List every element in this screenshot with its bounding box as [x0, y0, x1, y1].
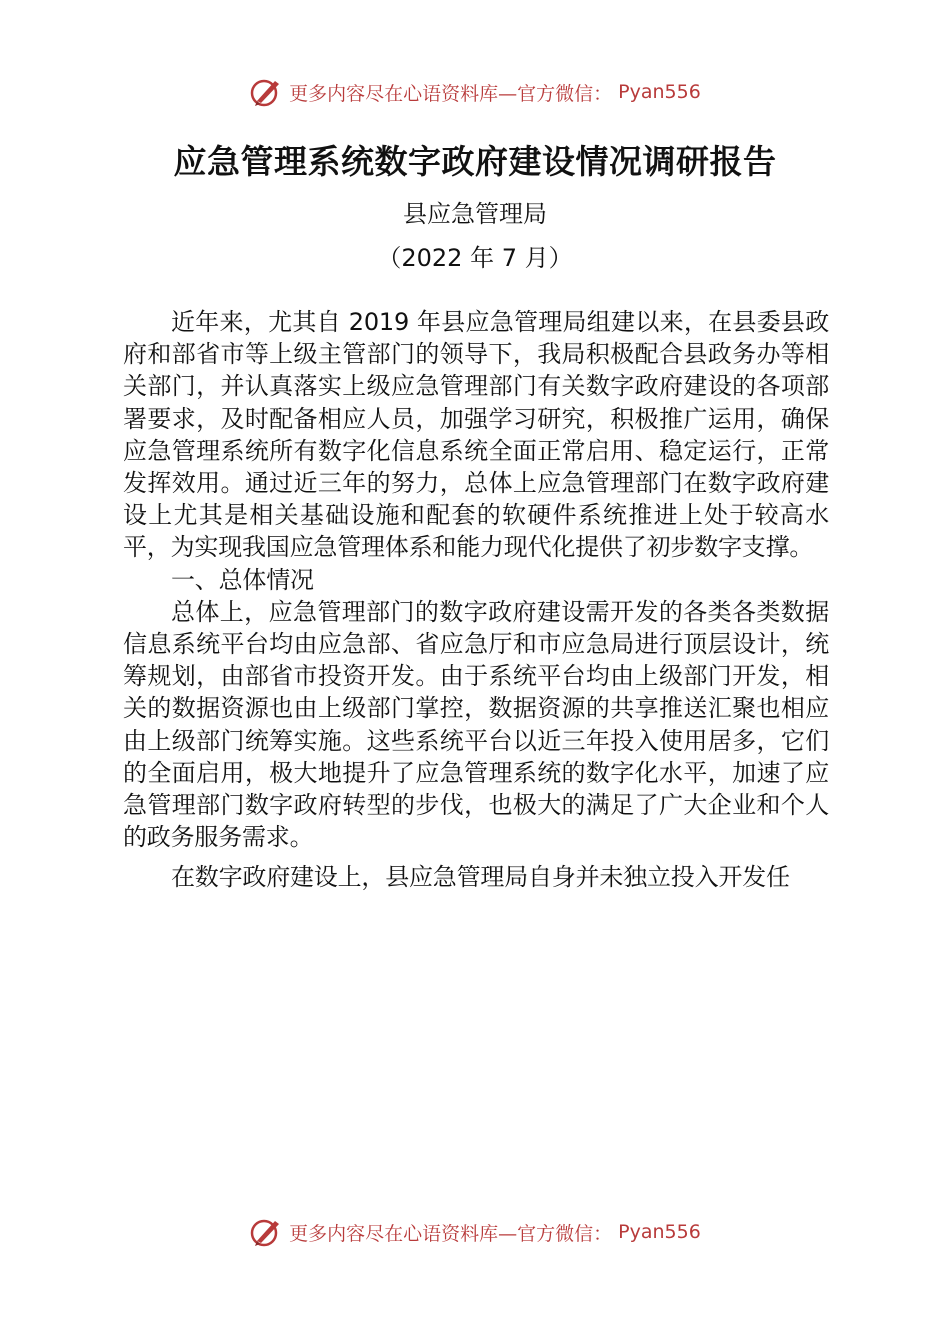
watermark-wechat-id: Pyan556 [618, 1221, 701, 1243]
paragraph-county-bureau: 在数字政府建设上，县应急管理局自身并未独立投入开发任 [171, 863, 790, 892]
watermark-text: 更多内容尽在心语资料库—官方微信： [289, 1222, 613, 1245]
watermark-text: 更多内容尽在心语资料库—官方微信： [289, 82, 613, 105]
pen-logo-icon [249, 1215, 283, 1249]
paragraph-overview: 总体上，应急管理部门的数字政府建设需开发的各类各类数据信息系统平台均由应急部、省应急厅和市应急局进行顶层设计，统筹规划，由部省市投资开发。由于系统平台均由上级部门开发，相关的数据资源也由上级部门掌控，数据资源的共享推送汇聚也相应由上级部门统筹实施。这些系统平台以近三年投入使用居多，它们的全面启用，极大地提升了应急管理系统的数字化水平，加速了应急管理部门数字政府转型的步伐，也极大的满足了广大企业和个人的政务服务需求。 [123, 597, 829, 852]
section-heading-overview: 一、总体情况 [171, 565, 314, 594]
document-date: （2022 年 7 月） [377, 244, 573, 272]
watermark-header [0, 72, 950, 112]
document-organization: 县应急管理局 [403, 200, 547, 228]
watermark-footer [0, 1212, 950, 1252]
paragraph-intro: 近年来，尤其自 2019 年县应急管理局组建以来，在县委县政府和部省市等上级主管部门的领导下，我局积极配合县政务办等相关部门，并认真落实上级应急管理部门有关数字政府建设的各项部署要求，及时配备相应人员，加强学习研究，积极推广运用，确保应急管理系统所有数字化信息系统全面正常启用、稳定运行，正常发挥效用。通过近三年的努力，总体上应急管理部门在数字政府建设上尤其是相关基础设施和配套的软硬件系统推进上处于较高水平，为实现我国应急管理体系和能力现代化提供了初步数字支撑。 [123, 308, 829, 562]
watermark-wechat-id: Pyan556 [618, 81, 701, 103]
pen-logo-icon [249, 75, 283, 109]
document-body [123, 306, 829, 894]
document-title: 应急管理系统数字政府建设情况调研报告 [173, 142, 777, 181]
